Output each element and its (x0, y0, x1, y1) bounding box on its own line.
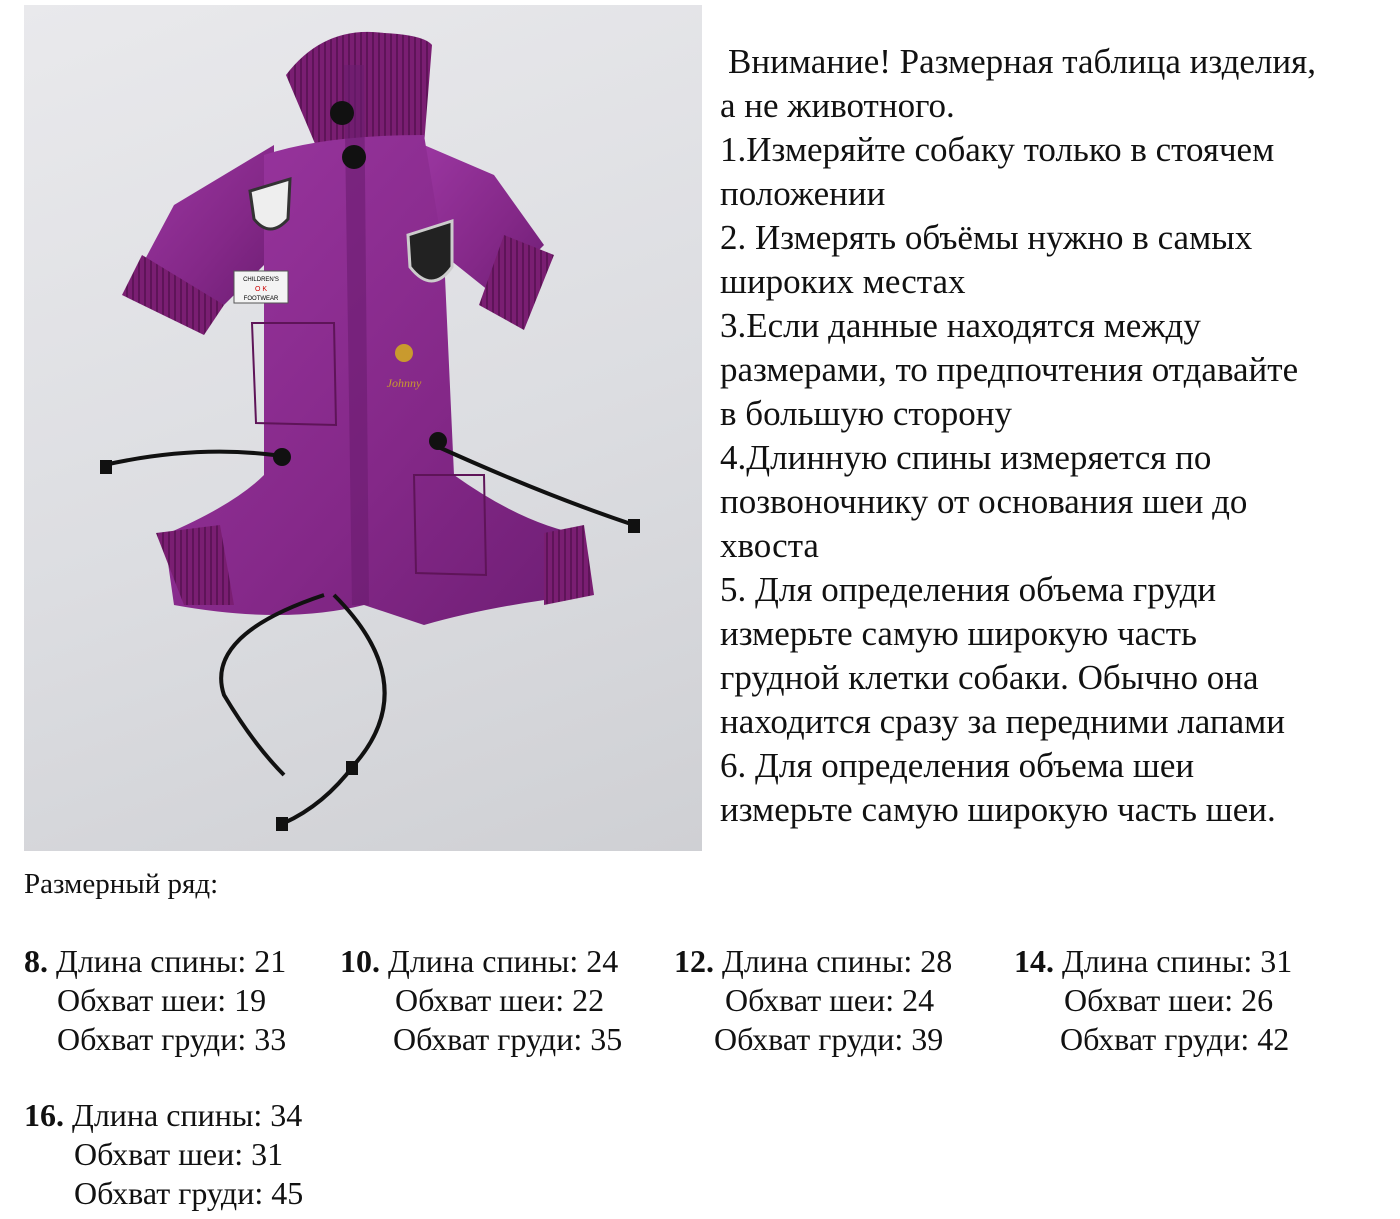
notes-line: измерьте самую широкую часть (720, 614, 1198, 653)
chest-girth: Обхват груди: 35 (393, 1021, 623, 1057)
size-series-label: Размерный ряд: (24, 868, 219, 900)
notes-line: находится сразу за передними лапами (720, 702, 1286, 741)
notes-line: а не животного. (720, 86, 955, 125)
size-number: 14. (1014, 943, 1054, 979)
back-length: Длина спины: 28 (722, 943, 953, 979)
chest-girth: Обхват груди: 33 (57, 1021, 287, 1057)
notes-line: размерами, то предпочтения отдавайте (720, 350, 1299, 389)
neck-girth: Обхват шеи: 22 (395, 982, 605, 1018)
svg-text:FOOTWEAR: FOOTWEAR (243, 296, 279, 302)
right-leg-cuff (544, 525, 594, 605)
notes-line: Внимание! Размерная таблица изделия, (728, 42, 1316, 81)
back-length: Длина спины: 31 (1062, 943, 1293, 979)
notes-line: грудной клетки собаки. Обычно она (720, 658, 1259, 697)
svg-text:O K: O K (254, 286, 268, 293)
size-number: 8. (24, 943, 48, 979)
size-number: 16. (24, 1097, 64, 1133)
measurement-notes (720, 40, 1388, 832)
notes-line: измерьте самую широкую часть шеи. (720, 790, 1276, 829)
size-block (24, 1096, 303, 1213)
notes-line: 3.Если данные находятся между (720, 306, 1201, 345)
chest-girth: Обхват груди: 42 (1060, 1021, 1290, 1057)
notes-line: хвоста (720, 526, 819, 565)
dog-jumpsuit-illustration (24, 5, 702, 851)
svg-text:CHILDREN'S: CHILDREN'S (243, 277, 279, 283)
neck-girth: Обхват шеи: 26 (1064, 982, 1274, 1018)
notes-line: широких местах (720, 262, 966, 301)
size-block (340, 942, 622, 1059)
notes-line: 4.Длинную спины измеряется по (720, 438, 1212, 477)
neck-girth: Обхват шеи: 24 (725, 982, 935, 1018)
product-photo (24, 5, 702, 851)
size-block (24, 942, 286, 1059)
notes-line: 6. Для определения объема шеи (720, 746, 1195, 785)
size-number: 10. (340, 943, 380, 979)
size-number: 12. (674, 943, 714, 979)
chest-girth: Обхват груди: 39 (714, 1021, 944, 1057)
notes-line: положении (720, 174, 886, 213)
back-length: Длина спины: 34 (72, 1097, 303, 1133)
notes-line: 1.Измеряйте собаку только в стоячем (720, 130, 1275, 169)
svg-text:Johnny: Johnny (386, 376, 422, 390)
chest-girth: Обхват груди: 45 (74, 1175, 304, 1211)
notes-line: 5. Для определения объема груди (720, 570, 1217, 609)
notes-line: позвоночнику от основания шеи до (720, 482, 1248, 521)
notes-line: 2. Измерять объёмы нужно в самых (720, 218, 1253, 257)
back-length: Длина спины: 24 (388, 943, 619, 979)
size-block (1014, 942, 1292, 1059)
neck-girth: Обхват шеи: 19 (57, 982, 267, 1018)
size-block (674, 942, 952, 1059)
back-length: Длина спины: 21 (56, 943, 287, 979)
notes-line: в большую сторону (720, 394, 1012, 433)
neck-girth: Обхват шеи: 31 (74, 1136, 284, 1172)
